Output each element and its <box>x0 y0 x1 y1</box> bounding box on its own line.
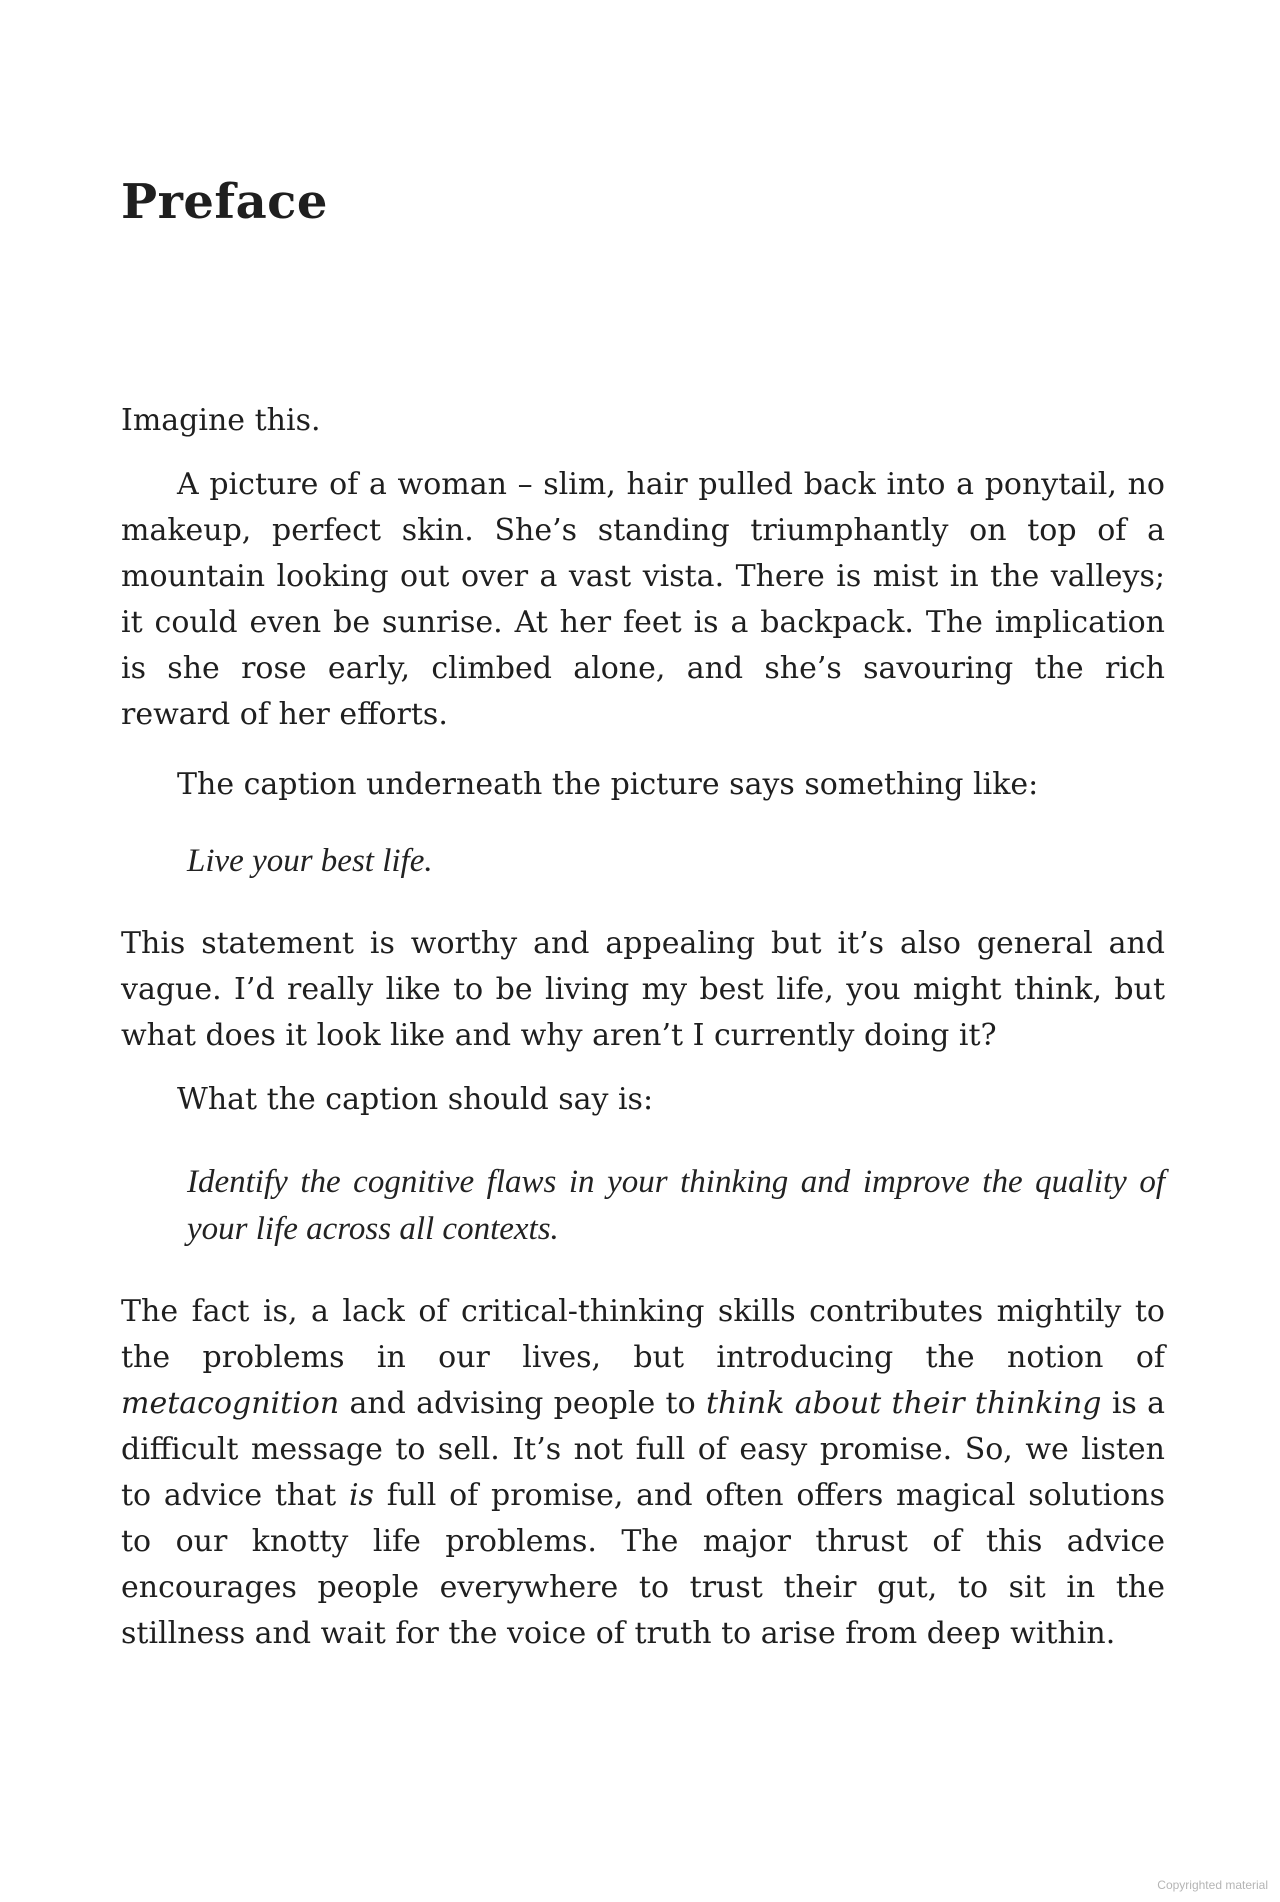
paragraph-caption-should-say: What the caption should say is: <box>177 1082 654 1117</box>
paragraph-text-segment: The fact is, a lack of critical-thinking skills contributes mightily to the problems in our lives, but introducing the notion of <box>121 1294 1165 1375</box>
body-text <box>121 398 1165 1657</box>
paragraph-caption-intro: The caption underneath the picture says something like: <box>177 767 1039 802</box>
quote-identify-flaws: Identify the cognitive flaws in your thinking and improve the quality of your life across all contexts. <box>187 1164 1165 1247</box>
paragraph-statement-vague: This statement is worthy and appealing but it’s also general and vague. I’d really like to be living my best life, you might think, but what does it look like and why aren’t I currently doing it? <box>121 926 1165 1053</box>
paragraph-critical-thinking <box>121 1289 1165 1657</box>
paragraph-text-segment: full of promise, and often offers magical solutions to our knotty life problems. The major thrust of this advice encourages people everywhere to trust their gut, to sit in the stillness and wait for the voice of truth to arise from deep within. <box>121 1478 1165 1651</box>
paragraph-text-segment: is a difficult message to sell. It’s not full of easy promise. So, we listen to advice that <box>121 1386 1165 1513</box>
paragraph-text-segment: and advising people to <box>339 1386 706 1421</box>
chapter-title: Preface <box>121 174 328 230</box>
emphasis-is: is <box>348 1478 374 1513</box>
quote-live-best-life: Live your best life. <box>187 843 433 879</box>
paragraph-imagine: Imagine this. <box>121 403 321 438</box>
emphasis-think-about-thinking: think about their thinking <box>705 1386 1102 1421</box>
paragraph-picture-description: A picture of a woman – slim, hair pulled back into a ponytail, no makeup, perfect skin. She’s standing triumphantly on top of a mountain looking out over a vast vista. There is mist in the valleys; it could even be sunrise. At her feet is a backpack. The implication is she rose early, climbed alone, and she’s savouring the rich reward of her efforts. <box>121 467 1165 732</box>
copyright-notice: Copyrighted material <box>1157 1878 1268 1892</box>
emphasis-metacognition: metacognition <box>121 1386 340 1421</box>
